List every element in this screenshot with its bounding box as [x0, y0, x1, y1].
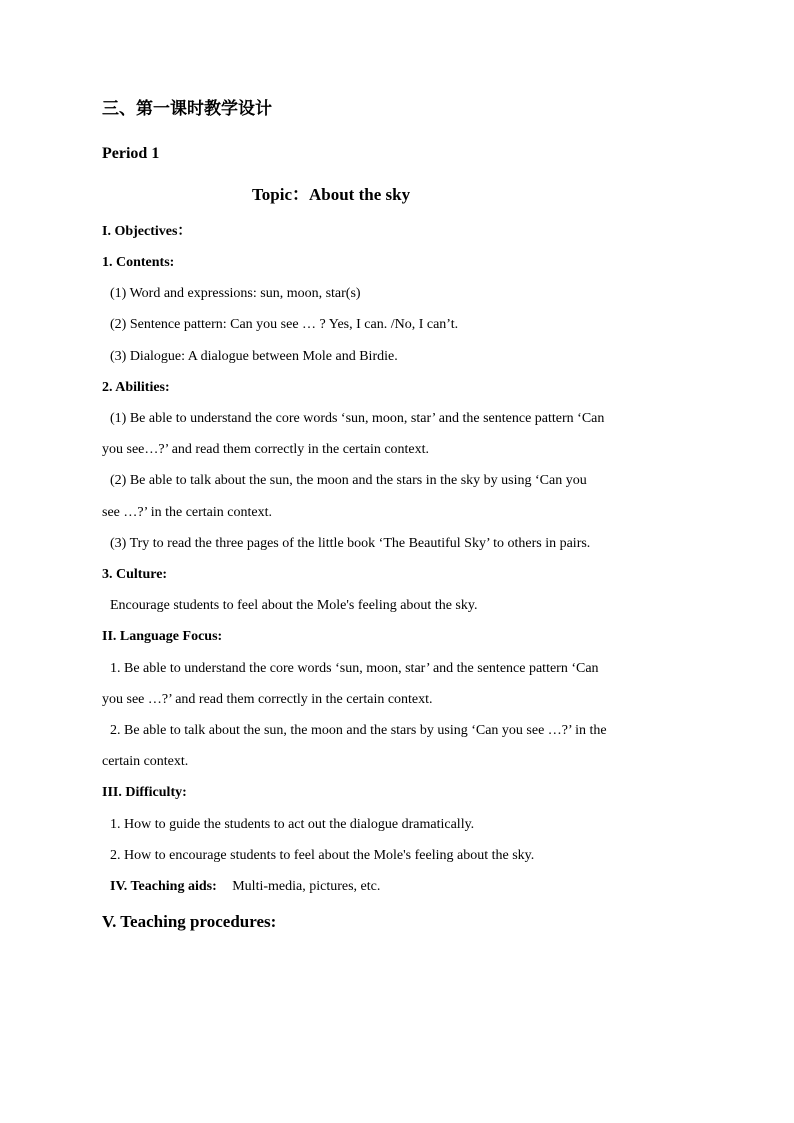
language-focus-line: 1. Be able to understand the core words ‘sun, moon, star’ and the sentence pattern ‘Can [110, 661, 599, 676]
language-focus-line: 2. Be able to talk about the sun, the moon and the stars by using ‘Can you see …?’ in the [110, 723, 607, 738]
language-focus-line: certain context. [102, 754, 189, 769]
teaching-aids-text: Multi-media, pictures, etc. [232, 879, 381, 894]
teaching-aids-heading: IV. Teaching aids: [110, 879, 217, 894]
abilities-line: (1) Be able to understand the core words ‘sun, moon, star’ and the sentence pattern ‘Can [110, 411, 605, 426]
chinese-title: 三、第一课时教学设计 [102, 99, 272, 119]
abilities-line: you see…?’ and read them correctly in the certain context. [102, 442, 430, 457]
period-heading: Period 1 [102, 145, 160, 162]
difficulty-item: 2. How to encourage students to feel about the Mole's feeling about the sky. [110, 848, 535, 863]
abilities-line: (2) Be able to talk about the sun, the moon and the stars in the sky by using ‘Can you [110, 473, 587, 488]
teaching-aids-row [110, 878, 380, 896]
difficulty-heading: III. Difficulty: [102, 785, 187, 800]
contents-item: (1) Word and expressions: sun, moon, star(s) [110, 286, 361, 301]
abilities-line: (3) Try to read the three pages of the little book ‘The Beautiful Sky’ to others in pairs. [110, 536, 591, 551]
culture-text: Encourage students to feel about the Mole's feeling about the sky. [110, 598, 478, 613]
objectives-heading: I. Objectives： [102, 224, 192, 239]
abilities-heading: 2. Abilities: [102, 380, 170, 395]
difficulty-item: 1. How to guide the students to act out the dialogue dramatically. [110, 817, 475, 832]
language-focus-line: you see …?’ and read them correctly in the certain context. [102, 692, 433, 707]
culture-heading: 3. Culture: [102, 567, 168, 582]
abilities-line: see …?’ in the certain context. [102, 505, 272, 520]
procedures-heading: V. Teaching procedures: [102, 912, 277, 931]
contents-item: (3) Dialogue: A dialogue between Mole and Birdie. [110, 349, 398, 364]
language-focus-heading: II. Language Focus: [102, 629, 223, 644]
contents-item: (2) Sentence pattern: Can you see … ? Yes, I can. /No, I can’t. [110, 317, 459, 332]
topic-heading: Topic：About the sky [252, 185, 411, 204]
contents-heading: 1. Contents: [102, 255, 175, 270]
